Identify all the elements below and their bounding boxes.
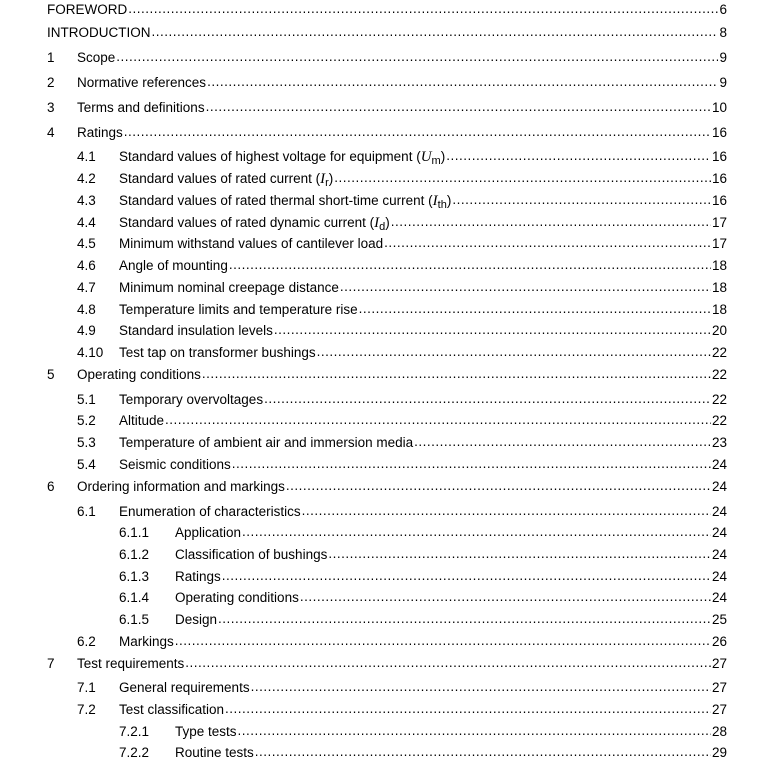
toc-entry[interactable] — [119, 588, 727, 608]
toc-entry-number: 7 — [47, 656, 55, 671]
toc-entry-title: Normative references — [77, 75, 207, 90]
dot-leader — [452, 194, 711, 208]
current-symbol: I — [432, 193, 438, 209]
toc-entry[interactable] — [47, 48, 727, 68]
toc-entry-number: 4.8 — [77, 302, 96, 317]
toc-entry-title: General requirements — [119, 680, 250, 695]
toc-entry-page: 24 — [711, 525, 727, 540]
toc-entry-number: 4.4 — [77, 215, 96, 230]
toc-entry-number: 4.3 — [77, 193, 96, 208]
dot-leader — [340, 281, 711, 295]
dot-leader — [152, 26, 719, 40]
toc-entry[interactable] — [77, 169, 727, 189]
dot-leader — [446, 150, 711, 164]
dot-leader — [229, 259, 711, 273]
dot-leader — [232, 458, 711, 472]
toc-entry-page: 17 — [711, 236, 727, 251]
toc-entry-title: Test tap on transformer bushings — [119, 345, 316, 360]
dot-leader — [302, 505, 711, 519]
dot-leader — [286, 480, 711, 494]
toc-entry[interactable] — [77, 411, 727, 431]
dot-leader — [207, 76, 718, 90]
dot-leader — [222, 570, 711, 584]
toc-entry-number: 5.2 — [77, 413, 96, 428]
dot-leader — [116, 51, 718, 65]
current-symbol: I — [374, 215, 380, 231]
toc-entry[interactable] — [77, 278, 727, 298]
toc-entry[interactable] — [119, 567, 727, 587]
toc-entry-title: Routine tests — [175, 745, 254, 760]
toc-entry-number: 6.1 — [77, 504, 96, 519]
dot-leader — [206, 101, 711, 115]
toc-entry-number: 4.6 — [77, 258, 96, 273]
dot-leader — [317, 346, 711, 360]
toc-entry-page: 26 — [711, 634, 727, 649]
toc-entry-page: 27 — [711, 656, 727, 671]
dot-leader — [175, 635, 711, 649]
toc-entry-page: 24 — [711, 547, 727, 562]
toc-entry[interactable] — [77, 455, 727, 475]
toc-entry-page: 22 — [711, 345, 727, 360]
toc-entry-number: 6.1.5 — [119, 612, 150, 627]
toc-entry-page: 28 — [711, 724, 727, 739]
toc-entry[interactable] — [77, 300, 727, 320]
toc-entry-number: 4.2 — [77, 171, 96, 186]
toc-entry[interactable] — [77, 343, 727, 363]
toc-entry[interactable] — [47, 0, 727, 20]
toc-entry-title: Operating conditions — [175, 590, 299, 605]
toc-entry-page: 24 — [711, 569, 727, 584]
toc-entry[interactable] — [77, 256, 727, 276]
dot-leader — [128, 3, 718, 17]
toc-entry-page: 6 — [719, 2, 727, 17]
toc-entry[interactable] — [77, 147, 727, 167]
toc-entry[interactable] — [77, 191, 727, 211]
toc-entry[interactable] — [119, 743, 727, 763]
toc-entry-title: Angle of mounting — [119, 258, 228, 273]
toc-entry-number: 6.1.2 — [119, 547, 150, 562]
toc-entry-number: 5.3 — [77, 435, 96, 450]
toc-entry-page: 24 — [711, 504, 727, 519]
toc-entry-title: Ratings — [77, 125, 123, 140]
toc-entry-page: 22 — [711, 413, 727, 428]
dot-leader — [274, 324, 711, 338]
toc-entry[interactable] — [119, 545, 727, 565]
toc-entry-number: 6 — [47, 479, 55, 494]
toc-entry-page: 24 — [711, 479, 727, 494]
toc-entry-title: Altitude — [119, 413, 165, 428]
toc-entry-page: 25 — [711, 612, 727, 627]
toc-entry[interactable] — [77, 321, 727, 341]
toc-entry[interactable] — [77, 234, 727, 254]
symbol-subscript: m — [431, 155, 441, 167]
toc-entry-title: Type tests — [175, 724, 237, 739]
symbol-subscript: d — [379, 221, 386, 233]
toc-entry-number: 6.1.1 — [119, 525, 150, 540]
dot-leader — [300, 591, 711, 605]
toc-entry[interactable] — [47, 365, 727, 385]
toc-entry-title: Minimum nominal creepage distance — [119, 280, 339, 295]
toc-entry[interactable] — [77, 502, 727, 522]
toc-entry[interactable] — [77, 632, 727, 652]
toc-entry-title: Test classification — [119, 702, 225, 717]
toc-entry-title: Application — [175, 525, 242, 540]
toc-entry-number: 5 — [47, 367, 55, 382]
current-symbol: I — [320, 171, 326, 187]
dot-leader — [218, 613, 711, 627]
toc-entry[interactable] — [47, 73, 727, 93]
toc-entry-title: Standard values of highest voltage for equipment $(U_m)$ — [119, 149, 446, 167]
toc-entry[interactable] — [119, 722, 727, 742]
toc-entry-title: Seismic conditions — [119, 457, 231, 472]
toc-entry-title: Temporary overvoltages — [119, 392, 264, 407]
toc-entry-title: Standard values of rated dynamic current $(I_d)$ — [119, 215, 390, 233]
symbol-subscript: th — [437, 199, 447, 211]
dot-leader — [225, 703, 711, 717]
toc-entry-page: 9 — [719, 50, 727, 65]
toc-entry[interactable] — [77, 213, 727, 233]
toc-entry[interactable] — [119, 523, 727, 543]
toc-entry-number: 4.7 — [77, 280, 96, 295]
dot-leader — [242, 526, 711, 540]
dot-leader — [165, 414, 711, 428]
toc-entry[interactable] — [47, 23, 727, 43]
toc-entry-page: 29 — [711, 745, 727, 760]
toc-entry-number: 7.2 — [77, 702, 96, 717]
toc-entry[interactable] — [77, 678, 727, 698]
toc-entry-page: 16 — [711, 149, 727, 164]
toc-entry-title: Markings — [119, 634, 174, 649]
toc-entry-number: 4.5 — [77, 236, 96, 251]
toc-entry-title: Ordering information and markings — [77, 479, 285, 494]
toc-entry-page: 27 — [711, 680, 727, 695]
toc-entry-title: Terms and definitions — [77, 100, 205, 115]
toc-entry-number: 4.1 — [77, 149, 96, 164]
toc-entry-page: 10 — [711, 100, 727, 115]
toc-entry-title: Enumeration of characteristics — [119, 504, 301, 519]
dot-leader — [251, 681, 711, 695]
toc-entry-title: Test requirements — [77, 656, 185, 671]
toc-entry-number: 3 — [47, 100, 55, 115]
toc-entry-page: 18 — [711, 302, 727, 317]
toc-entry-title: Classification of bushings — [175, 547, 328, 562]
toc-entry-title: Standard insulation levels — [119, 323, 273, 338]
toc-entry-title: Minimum withstand values of cantilever load — [119, 236, 384, 251]
dot-leader — [359, 303, 711, 317]
toc-entry[interactable] — [77, 700, 727, 720]
toc-entry-number: 4 — [47, 125, 55, 140]
dot-leader — [124, 126, 711, 140]
toc-entry-number: 7.1 — [77, 680, 96, 695]
toc-entry-number: 1 — [47, 50, 55, 65]
toc-entry-title: FOREWORD — [47, 2, 128, 17]
toc-entry[interactable] — [47, 654, 727, 674]
toc-entry[interactable] — [47, 98, 727, 118]
toc-entry-number: 6.2 — [77, 634, 96, 649]
toc-entry-number: 5.4 — [77, 457, 96, 472]
dot-leader — [328, 548, 711, 562]
dot-leader — [334, 172, 711, 186]
toc-entry-number: 4.9 — [77, 323, 96, 338]
dot-leader — [391, 216, 711, 230]
toc-entry-title: Ratings — [175, 569, 221, 584]
toc-entry-page: 24 — [711, 457, 727, 472]
toc-entry[interactable] — [119, 610, 727, 630]
toc-entry-page: 23 — [711, 435, 727, 450]
toc-entry-page: 16 — [711, 193, 727, 208]
toc-entry-page: 22 — [711, 367, 727, 382]
dot-leader — [384, 237, 711, 251]
symbol-subscript: r — [325, 177, 329, 189]
toc-entry-page: 20 — [711, 323, 727, 338]
toc-entry-page: 24 — [711, 590, 727, 605]
toc-entry-number: 7.2.1 — [119, 724, 150, 739]
toc-entry-title: Standard values of rated current $(I_r)$ — [119, 171, 334, 189]
toc-entry-number: 4.10 — [77, 345, 104, 360]
toc-entry-page: 18 — [711, 280, 727, 295]
toc-entry-number: 6.1.3 — [119, 569, 150, 584]
toc-entry[interactable] — [77, 433, 727, 453]
toc-entry-number: 5.1 — [77, 392, 96, 407]
dot-leader — [238, 725, 711, 739]
toc-entry-number: 2 — [47, 75, 55, 90]
toc-entry[interactable] — [47, 477, 727, 497]
toc-entry-page: 17 — [711, 215, 727, 230]
toc-entry[interactable] — [47, 123, 727, 143]
toc-entry-title: Temperature of ambient air and immersion media — [119, 435, 414, 450]
toc-entry-number: 7.2.2 — [119, 745, 150, 760]
toc-entry-title: Scope — [77, 50, 116, 65]
toc-entry-page: 18 — [711, 258, 727, 273]
dot-leader — [414, 436, 711, 450]
toc-entry-title: Temperature limits and temperature rise — [119, 302, 358, 317]
toc-entry-page: 16 — [711, 171, 727, 186]
toc-entry-page: 27 — [711, 702, 727, 717]
voltage-symbol: U — [420, 149, 432, 165]
toc-entry-page: 8 — [719, 25, 727, 40]
toc-entry-title: INTRODUCTION — [47, 25, 151, 40]
dot-leader — [202, 368, 711, 382]
toc-entry-title: Operating conditions — [77, 367, 201, 382]
toc-entry-title: Design — [175, 612, 218, 627]
toc-entry-page: 9 — [719, 75, 727, 90]
toc-entry[interactable] — [77, 390, 727, 410]
dot-leader — [264, 393, 711, 407]
toc-entry-title: Standard values of rated thermal short-time current $(I_{th})$ — [119, 193, 452, 211]
toc-entry-page: 22 — [711, 392, 727, 407]
dot-leader — [185, 657, 711, 671]
toc-entry-page: 16 — [711, 125, 727, 140]
toc-entry-number: 6.1.4 — [119, 590, 150, 605]
